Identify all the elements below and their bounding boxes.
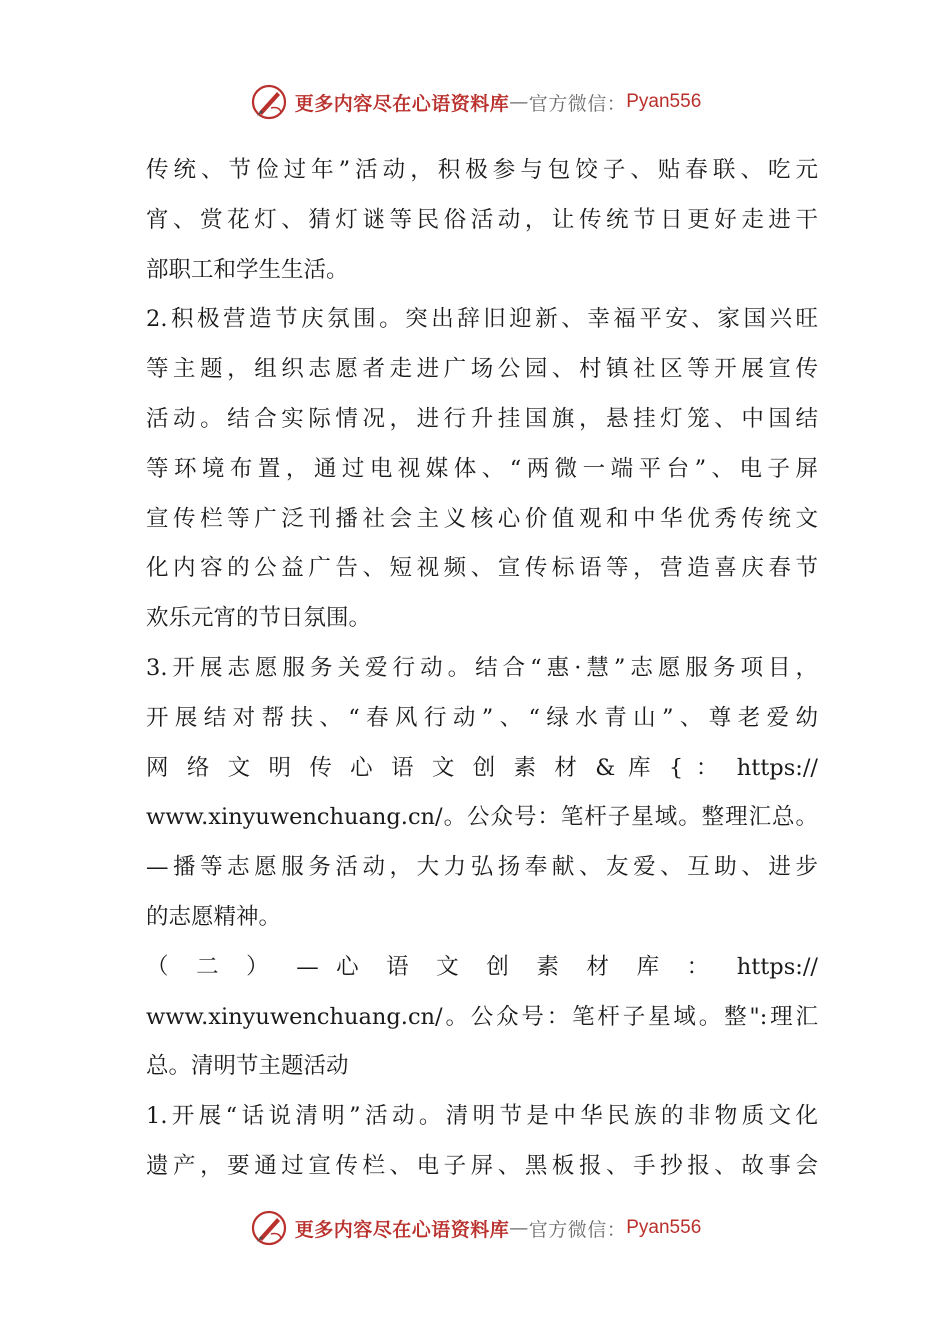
footer-wechat-id: Pyan556 (626, 1217, 702, 1238)
body-line: 化内容的公益广告、短视频、宣传标语等，营造喜庆春节 (146, 555, 818, 582)
document-body (146, 146, 818, 1192)
body-line: 3.开展志愿服务关爱行动。结合“惠·慧”志愿服务项目， (146, 654, 818, 681)
footer-site-text: 更多内容尽在心语资料库 (294, 1218, 510, 1241)
footer-banner (0, 1208, 950, 1248)
body-line: 宣传栏等广泛刊播社会主义核心价值观和中华优秀传统文 (146, 505, 818, 532)
body-line: 2.积极营造节庆氛围。突出辞旧迎新、幸福平安、家国兴旺 (146, 306, 818, 333)
body-line: 活动。结合实际情况，进行升挂国旗，悬挂灯笼、中国结 (146, 405, 818, 432)
body-line: 的志愿精神。 (146, 903, 282, 930)
body-line: 1.开展“话说清明”活动。清明节是中华民族的非物质文化 (146, 1103, 818, 1130)
body-line: 等主题，组织志愿者走进广场公园、村镇社区等开展宣传 (146, 356, 818, 383)
body-line: 遗产，要通过宣传栏、电子屏、黑板报、手抄报、故事会 (146, 1152, 818, 1179)
body-line: 传统、节俭过年”活动，积极参与包饺子、贴春联、吃元 (146, 157, 818, 183)
header-official-label: 官方微信： (528, 92, 627, 115)
header-dash: — (509, 91, 529, 113)
body-line: www.xinyuwenchuang.cn/。公众号：笔杆子星域。整":理汇 (146, 1003, 818, 1030)
body-line: 宵、赏花灯、猜灯谜等民俗活动，让传统节日更好走进干 (146, 206, 818, 233)
footer-dash: — (509, 1217, 529, 1239)
body-line: 部职工和学生生活。 (146, 256, 349, 283)
body-line: 等环境布置，通过电视媒体、“两微一端平台”、电子屏 (146, 455, 818, 482)
body-line: www.xinyuwenchuang.cn/。公众号：笔杆子星域。整理汇总。 (146, 804, 818, 831)
header-banner (0, 82, 950, 122)
body-line: （ 二 ） — 心 语 文 创 素 材 库 ： https:// (146, 953, 818, 980)
body-line: 网 络 文 明 传 心 语 文 创 素 材 & 库 { ： https:// (146, 754, 818, 781)
pen-logo-icon (249, 82, 289, 122)
footer-official-label: 官方微信： (528, 1218, 627, 1241)
body-line: 总。清明节主题活动 (146, 1053, 349, 1080)
header-wechat-id: Pyan556 (626, 91, 702, 112)
body-line: 开展结对帮扶、“春风行动”、“绿水青山”、尊老爱幼 (146, 704, 818, 731)
pen-logo-icon (249, 1208, 289, 1248)
body-line: —播等志愿服务活动，大力弘扬奉献、友爱、互助、进步 (146, 854, 818, 881)
header-site-text: 更多内容尽在心语资料库 (294, 92, 510, 115)
body-line: 欢乐元宵的节日氛围。 (146, 605, 372, 632)
